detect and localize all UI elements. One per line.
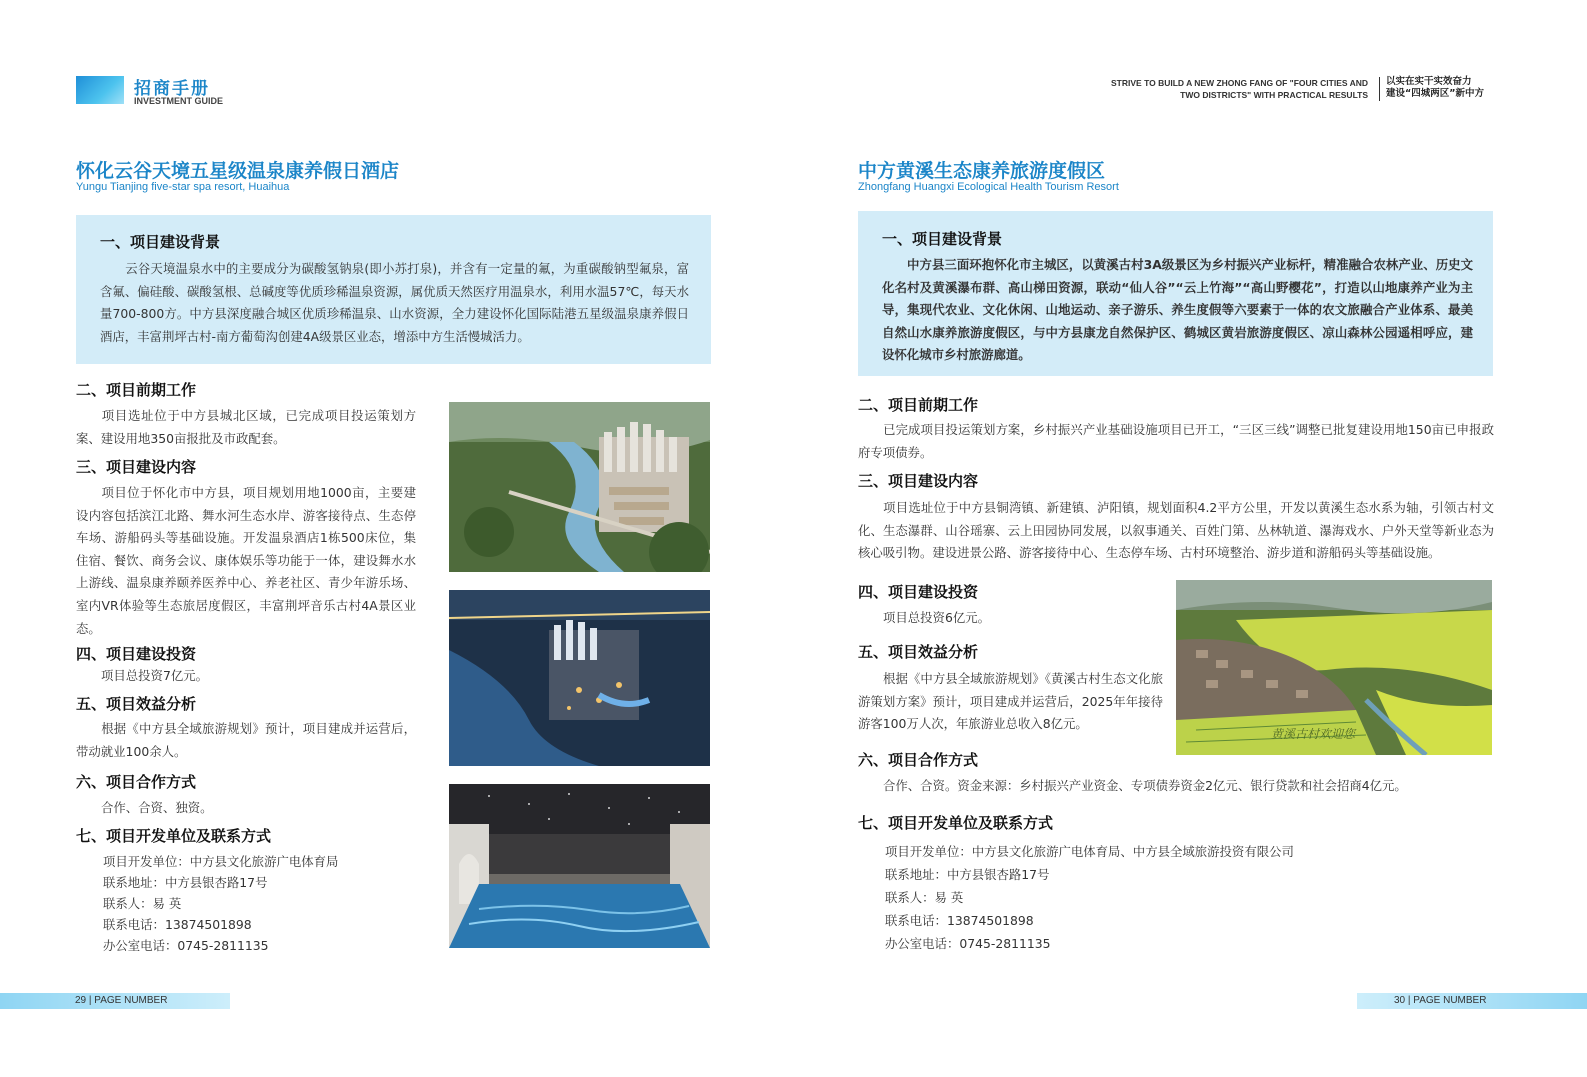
project-subtitle: Zhongfang Huangxi Ecological Health Tourism Resort — [858, 181, 1119, 193]
contact-line: 办公室电话：0745-2811135 — [103, 938, 269, 953]
left-page — [0, 0, 793, 1077]
section-text: 已完成项目投运策划方案，乡村振兴产业基础设施项目已开工，“三区三线”调整已批复建设用地150亩已申报政府专项债券。 — [858, 422, 1494, 460]
contact-line: 办公室电话：0745-2811135 — [885, 936, 1051, 951]
guide-logo-block — [76, 76, 124, 104]
section-heading: 五、项目效益分析 — [858, 643, 979, 661]
section-text: 项目选址位于中方县铜湾镇、新建镇、泸阳镇，规划面积4.2平方公里，开发以黄溪生态水系为轴，引领古村文化、生态瀑群、山谷瑶寨、云上田园协同发展，以叙事通关、百姓门第、丛林轨道、瀑海戏水、户外天堂等新业态为核心吸引物。建设进景公路、游客接待中心、生态停车场、古村环境整治、游步道和游船码头等基础设施。 — [858, 500, 1494, 561]
guide-title: 招商手册 — [134, 79, 210, 99]
section-heading: 六、项目合作方式 — [76, 773, 197, 791]
contact-line: 项目开发单位：中方县文化旅游广电体育局、中方县全域旅游投资有限公司 — [885, 844, 1294, 859]
section-text: 根据《中方县全域旅游规划》预计，项目建成并运营后，带动就业100余人。 — [76, 721, 416, 759]
contact-line: 联系电话：13874501898 — [103, 917, 252, 932]
photo-caption: 黄溪古村欢迎您 — [1271, 727, 1356, 741]
slogan-divider — [1379, 77, 1380, 101]
section-text: 项目总投资7亿元。 — [101, 668, 209, 683]
section-text: 根据《中方县全域旅游规划》《黄溪古村生态文化旅游策划方案》预计，项目建成并运营后，2025年年接待游客100万人次，年旅游业总收入8亿元。 — [858, 671, 1163, 732]
right-page — [794, 0, 1587, 1077]
contact-line: 联系电话：13874501898 — [885, 913, 1034, 928]
aerial-day-photo — [449, 402, 710, 572]
section-heading: 二、项目前期工作 — [858, 396, 979, 414]
project-title: 怀化云谷天境五星级温泉康养假日酒店 — [76, 160, 400, 182]
contact-line: 联系人：易 英 — [885, 890, 964, 905]
village-aerial-photo — [1176, 580, 1492, 755]
section-heading: 三、项目建设内容 — [858, 472, 979, 490]
contact-line: 联系地址：中方县银杏路17号 — [103, 875, 268, 890]
section-text: 项目总投资6亿元。 — [883, 610, 991, 625]
project-subtitle: Yungu Tianjing five-star spa resort, Huaihua — [76, 181, 290, 193]
section-text: 项目选址位于中方县城北区域，已完成项目投运策划方案、建设用地350亩报批及市政配套。 — [76, 408, 416, 446]
section-text: 合作、合资、独资。 — [101, 800, 213, 815]
section-heading: 一、项目建设背景 — [100, 233, 221, 251]
section-heading: 六、项目合作方式 — [858, 751, 979, 769]
aerial-night-photo — [449, 590, 710, 766]
section-heading: 三、项目建设内容 — [76, 458, 197, 476]
contact-line: 项目开发单位：中方县文化旅游广电体育局 — [103, 854, 339, 869]
slogan-chinese: 以实在实干实效奋力 建设“四城两区”新中方 — [1386, 76, 1484, 99]
page-number: 30 | PAGE NUMBER — [1394, 995, 1487, 1006]
section-heading: 七、项目开发单位及联系方式 — [76, 827, 272, 845]
section-text: 项目位于怀化市中方县，项目规划用地1000亩，主要建设内容包括滨江北路、舞水河生态水岸、游客接待点、生态停车场、游船码头等基础设施。开发温泉酒店1栋500床位，集住宿、餐饮、商务会议、康体娱乐等功能于一体，建设舞水水上游线、温泉康养颐养医养中心、养老社区、青少年游乐场、室内VR体验等生态旅居度假区，丰富荆坪音乐古村4A景区业态。 — [76, 485, 416, 636]
section-heading: 四、项目建设投资 — [858, 583, 979, 601]
page-number: 29 | PAGE NUMBER — [75, 995, 168, 1006]
section-heading: 七、项目开发单位及联系方式 — [858, 814, 1054, 832]
background-text: 云谷天境温泉水中的主要成分为碳酸氢钠泉(即小苏打泉)，并含有一定量的氟，为重碳酸钠型氟泉，富含氟、偏硅酸、碳酸氢根、总碱度等优质珍稀温泉资源，属优质天然医疗用温泉水，利用水温57℃，每天水量700-800方。中方县深度融合城区优质珍稀温泉、山水资源，全力建设怀化国际陆港五星级温泉康养假日酒店，丰富荆坪古村-南方葡萄沟创建4A级景区业态，增添中方生活慢城活力。 — [100, 261, 689, 344]
contact-line: 联系地址：中方县银杏路17号 — [885, 867, 1050, 882]
slogan-english: STRIVE TO BUILD A NEW ZHONG FANG OF "FOUR CITIES AND TWO DISTRICTS" WITH PRACTICAL RESULTS — [1111, 78, 1368, 100]
contact-line: 联系人：易 英 — [103, 896, 182, 911]
indoor-pool-photo — [449, 784, 710, 948]
section-heading: 二、项目前期工作 — [76, 381, 197, 399]
section-heading: 一、项目建设背景 — [882, 230, 1003, 248]
section-text: 合作、合资。资金来源：乡村振兴产业资金、专项债券资金2亿元、银行贷款和社会招商4亿元。 — [883, 778, 1407, 793]
section-heading: 五、项目效益分析 — [76, 695, 197, 713]
background-text: 中方县三面环抱怀化市主城区，以黄溪古村3A级景区为乡村振兴产业标杆，精准融合农林产业、历史文化名村及黄溪瀑布群、高山梯田资源，联动“仙人谷”“云上竹海”“高山野樱花”，打造以山地康养产业为主导，集现代农业、文化休闲、山地运动、亲子游乐、养生度假等六要素于一体的农文旅融合产业体系、最美自然山水康养旅游度假区，与中方县康龙自然保护区、鹤城区黄岩旅游度假区、凉山森林公园遥相呼应，建设怀化城市乡村旅游廊道。 — [882, 257, 1473, 363]
guide-subtitle: INVESTMENT GUIDE — [134, 96, 224, 106]
project-title: 中方黄溪生态康养旅游度假区 — [858, 160, 1106, 182]
section-heading: 四、项目建设投资 — [76, 645, 197, 663]
